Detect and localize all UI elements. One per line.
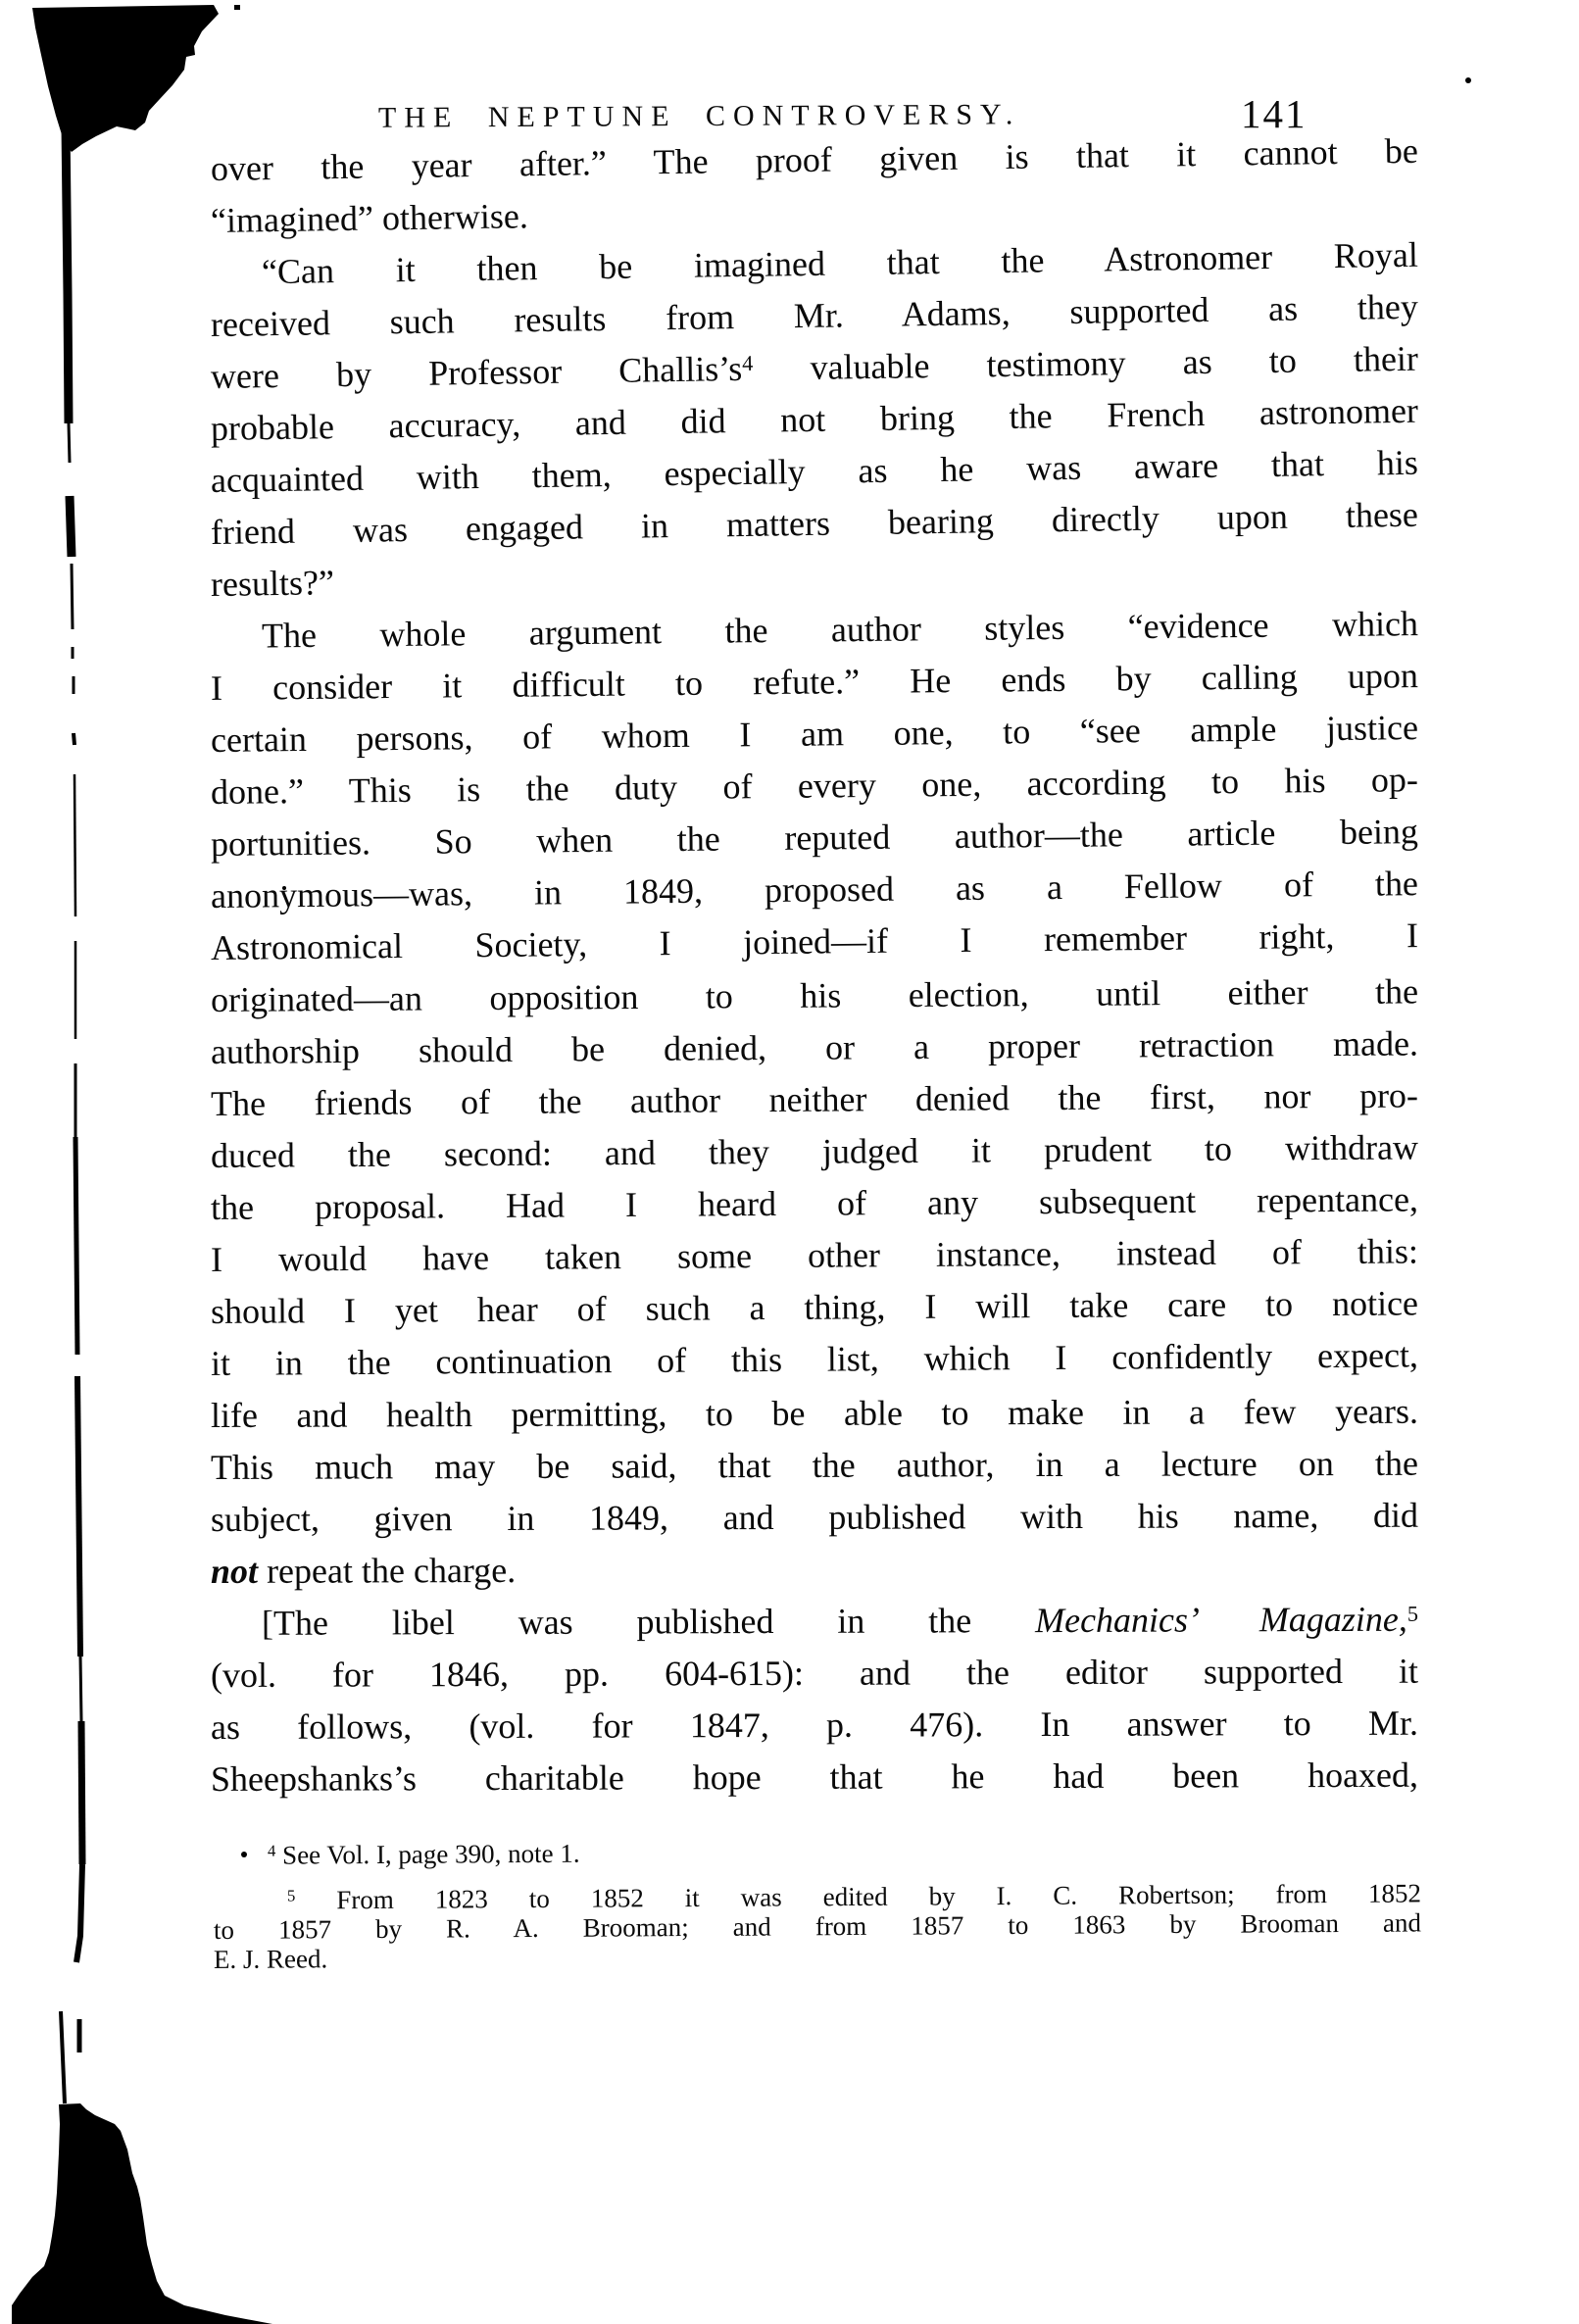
text-segment: should I yet hear of such a thing, I will take care to notice [210, 1283, 1419, 1331]
text-segment: valuable testimony as to their [753, 338, 1419, 388]
text-segment: duced the second: and they judged it prudent to withdraw [210, 1127, 1419, 1175]
text-segment: E. J. Reed. [213, 1944, 328, 1974]
ink-blob-top-left [32, 5, 219, 152]
text-line [211, 1277, 1418, 1338]
text-line [211, 1386, 1418, 1442]
text-line [211, 965, 1418, 1026]
text-line [211, 1750, 1418, 1805]
text-segment-sup: 4 [741, 350, 754, 375]
ink-speck [234, 5, 240, 10]
text-segment: done.” This is the duty of every one, according to his op- [210, 760, 1419, 812]
text-segment: received such results from Mr. Adams, supported as they [210, 286, 1419, 344]
text-segment: The whole argument the author styles “evidence which [261, 604, 1419, 656]
text-segment: (vol. for 1846, pp. 604-615): and the editor supported it [210, 1651, 1419, 1695]
text-line [214, 1937, 1421, 1974]
text-line [211, 1173, 1418, 1234]
text-segment: [The libel was published in the [261, 1601, 1036, 1643]
text-segment: See Vol. I, page 390, note 1. [275, 1838, 580, 1870]
text-segment: originated—an opposition to his election, until either the [210, 971, 1419, 1019]
text-line [211, 1069, 1418, 1130]
text-segment: the proposal. Had I heard of any subsequent repentance, [210, 1179, 1419, 1227]
text-segment: acquainted with them, especially as he was aware that his [210, 442, 1419, 500]
text-line [211, 1542, 1418, 1598]
text-segment: probable accuracy, and did not bring the French astronomer [210, 390, 1419, 448]
text-segment: “Can it then be imagined that the Astronomer Royal [261, 234, 1419, 292]
text-segment: “imagined” otherwise. [210, 196, 529, 240]
left-margin-ink-line [61, 125, 82, 2103]
text-line [211, 1017, 1418, 1078]
ink-speck [1465, 77, 1471, 83]
text-segment: certain persons, of whom I am one, to “see ample justice [210, 708, 1419, 760]
text-segment: friend was engaged in matters bearing directly upon these [210, 494, 1419, 552]
running-title: THE NEPTUNE CONTROVERSY. [377, 98, 1021, 134]
text-segment: Astronomical Society, I joined—if I remember right, I [210, 915, 1419, 967]
body-text [210, 130, 1419, 1805]
text-line [211, 1438, 1418, 1494]
text-segment: From 1823 to 1852 it was edited by I. C. Robertson; from 1852 [295, 1878, 1422, 1915]
text-segment: I would have taken some other instance, instead of this: [210, 1231, 1419, 1279]
text-line [211, 1225, 1418, 1286]
text-line [214, 1831, 1421, 1872]
footnotes [214, 1839, 1421, 1974]
text-segment-sup: 4 [267, 1842, 276, 1861]
text-segment: as follows, (vol. for 1847, p. 476). In answer to Mr. [210, 1703, 1419, 1747]
text-line [211, 1646, 1418, 1702]
text-segment: I consider it difficult to refute.” He ends by calling upon [210, 656, 1419, 708]
text-line [211, 1490, 1418, 1546]
text-segment: This much may be said, that the author, in a lecture on the [210, 1443, 1419, 1487]
text-line [211, 1329, 1418, 1390]
text-line [211, 1594, 1418, 1650]
text-segment: it in the continuation of this list, which I confidently expect, [210, 1335, 1419, 1383]
text-segment: over the year after.” The proof given is that it cannot be [210, 130, 1419, 188]
text-line [211, 1121, 1418, 1182]
text-segment: to 1857 by R. A. Brooman; and from 1857 to 1863 by Brooman and [213, 1907, 1422, 1945]
text-segment-sup: 5 [286, 1886, 296, 1906]
text-segment: repeat the charge. [257, 1550, 517, 1591]
text-segment: life and health permitting, to be able to make in a few years. [210, 1391, 1419, 1435]
text-segment: authorship should be denied, or a proper retraction made. [210, 1023, 1419, 1071]
text-segment-sup: 5 [1406, 1601, 1419, 1626]
text-segment-bolditalic: not [210, 1551, 259, 1591]
text-segment: results?” [210, 563, 335, 604]
text-segment: Sheepshanks’s charitable hope that he had been hoaxed, [210, 1755, 1419, 1799]
text-segment: portunities. So when the reputed author—the article being [210, 812, 1419, 864]
ink-blob-bottom-left [12, 2103, 272, 2324]
text-segment: anonymous—was, in 1849, proposed as a Fellow of the [210, 864, 1419, 915]
page-number: 141 [1241, 91, 1308, 136]
text-segment: subject, given in 1849, and published with his name, did [210, 1495, 1419, 1539]
text-line [211, 1698, 1418, 1754]
text-segment-italic: Mechanics’ Magazine, [1034, 1599, 1407, 1641]
text-segment: The friends of the author neither denied the first, nor pro- [210, 1075, 1419, 1123]
text-segment: were by Professor Challis’s [210, 348, 743, 396]
